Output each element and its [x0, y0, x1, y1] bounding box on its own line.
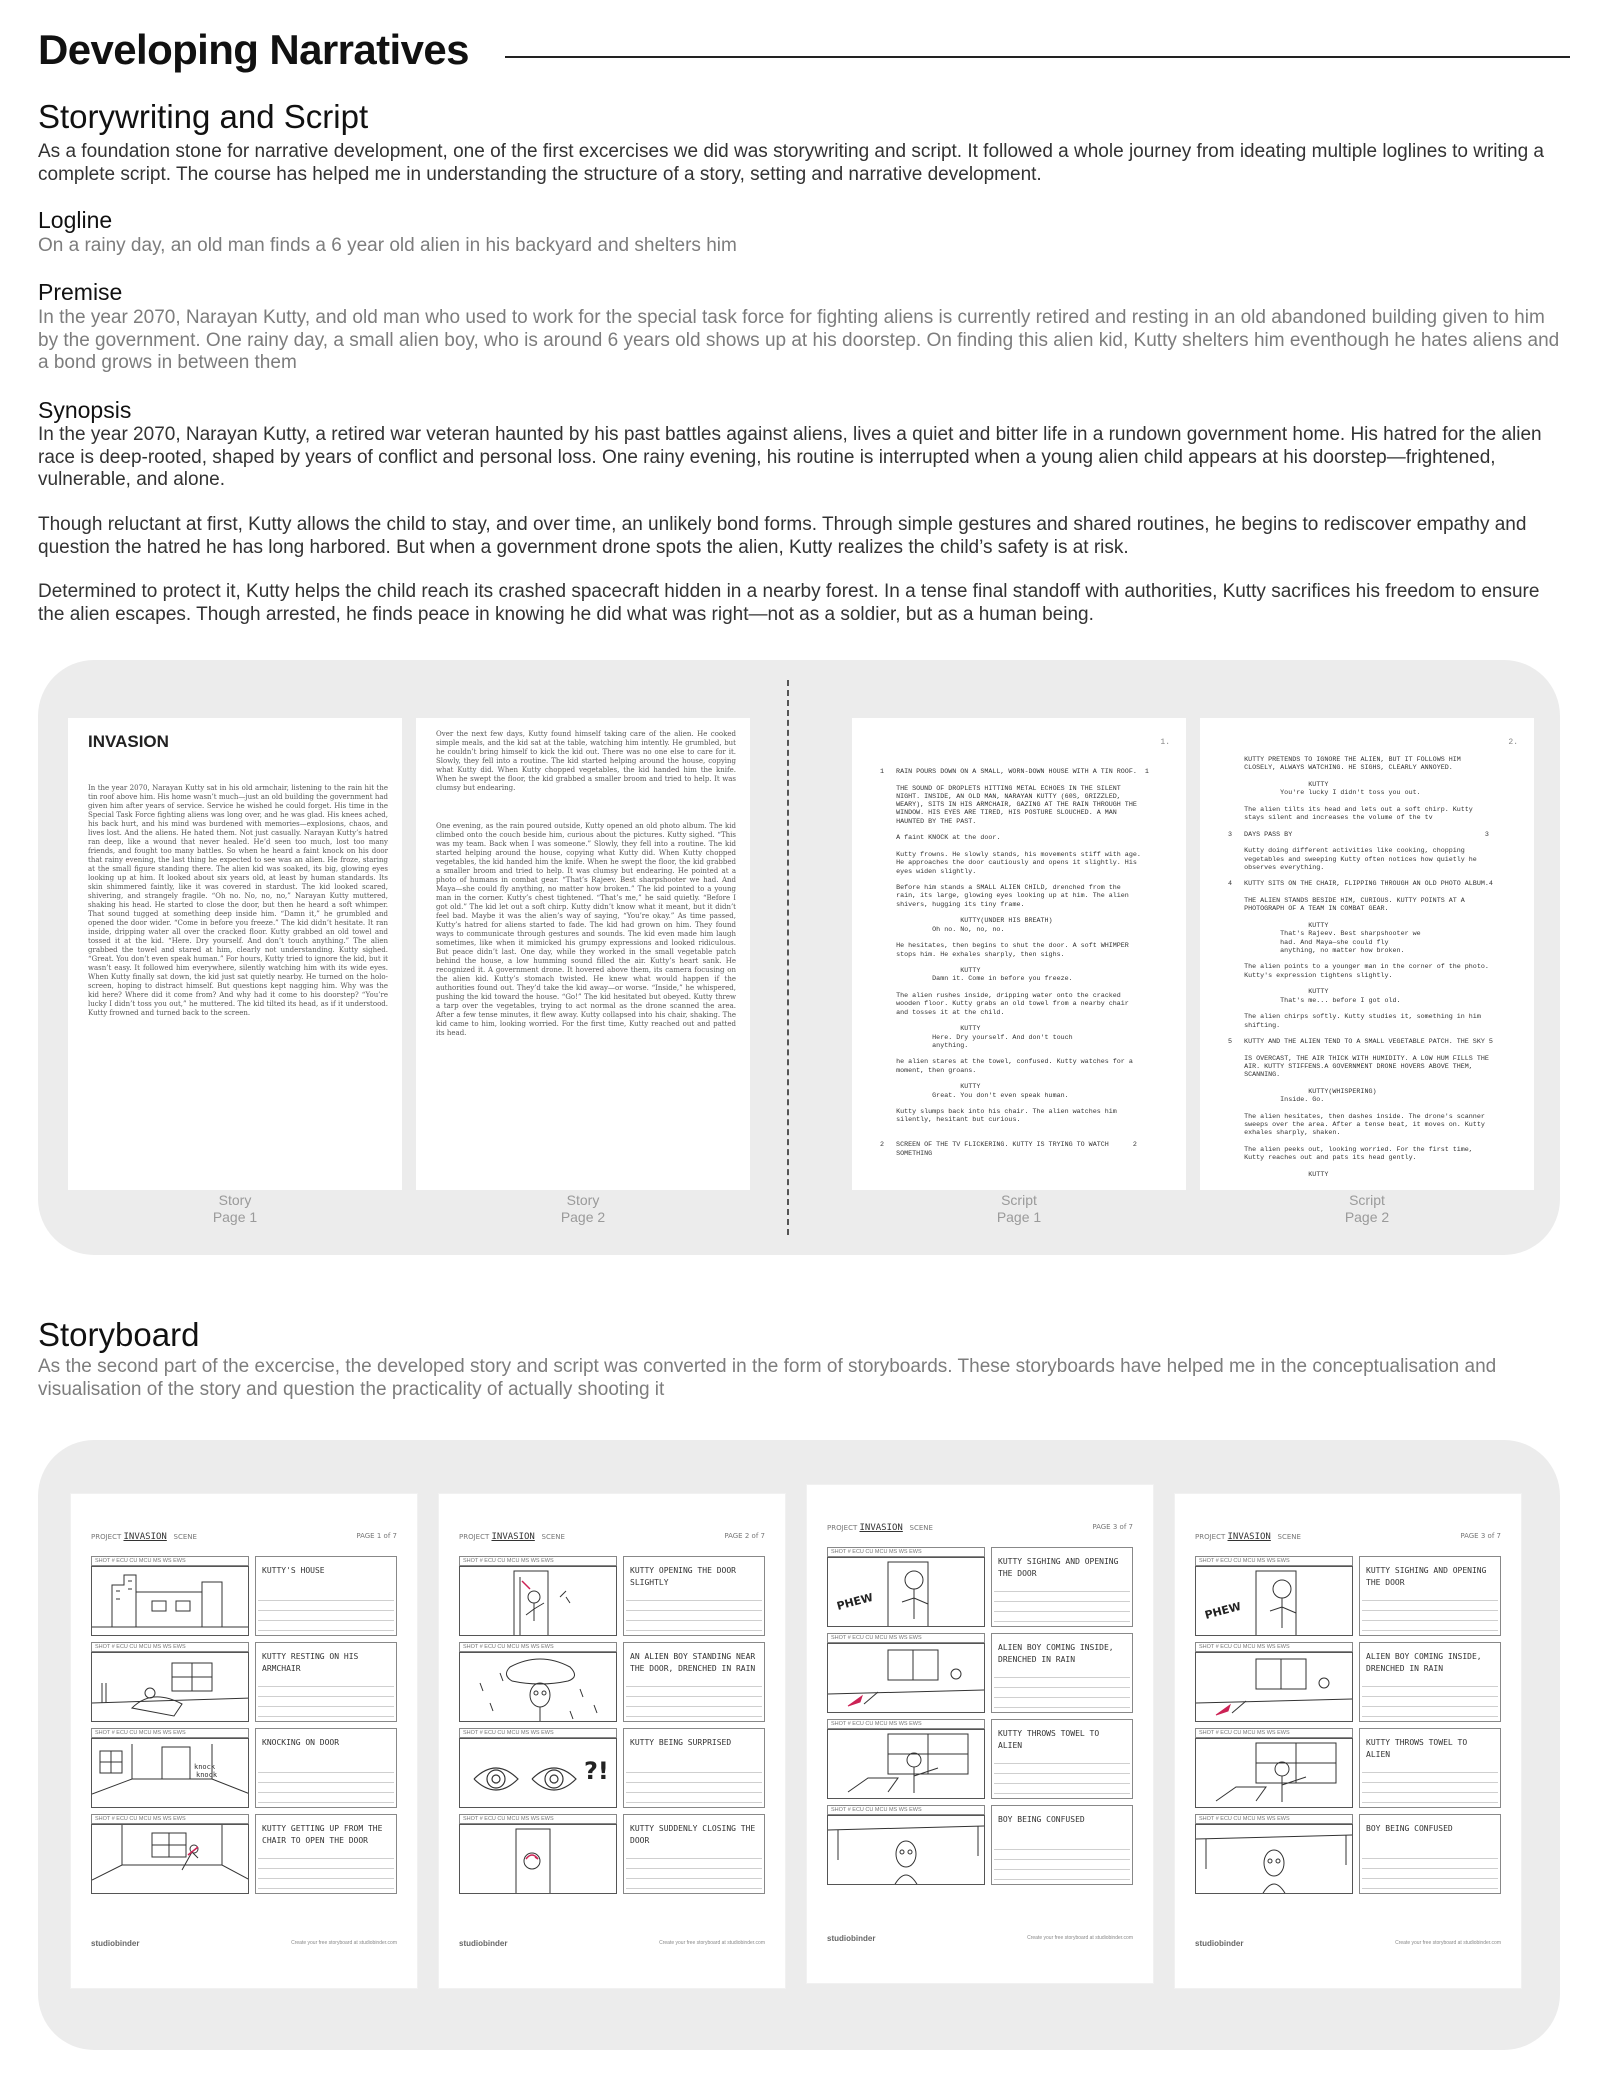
page-title: Developing Narratives	[38, 26, 469, 73]
svg-text:knock: knock	[194, 1763, 216, 1771]
caption-story-page-2: Story Page 2	[560, 1192, 606, 1225]
synopsis-paragraph-3: Determined to protect it, Kutty helps the child reach its crashed spacecraft hidden in a nearby forest. In a tense final standoff with authorities, Kutty sacrifices his freedom to ensure the alien escapes. Though arrested, he finds peace in knowing he did what was right—not as a soldier, but as a human being.	[38, 581, 1540, 625]
caption-story-page-1: Story Page 1	[212, 1192, 258, 1225]
story-page-1[interactable]	[68, 718, 402, 1190]
caption-script-page-2: Script Page 2	[1344, 1192, 1390, 1225]
storyboard-shot: SHOT # ECU CU MCU MS WS EWS KUTTY OPENING THE DOOR SLIGHTLY	[459, 1556, 765, 1636]
panel-divider	[787, 680, 789, 1235]
title-rule	[505, 56, 1570, 58]
shot-note: KUTTY SUDDENLY CLOSING THE DOOR	[630, 1824, 756, 1845]
synopsis-paragraph-1: In the year 2070, Narayan Kutty, a retired war veteran haunted by his past battles against aliens, lives a quiet and bitter life in a rundown government home. His hatred for the alien race is deep-rooted, shaped by years of conflict and personal loss. One rainy evening, his routine is interrupted when a young alien child appears at his doorstep—frightened, vulnerable, and alone.	[38, 424, 1542, 490]
storyboard-shot: SHOT # ECU CU MCU MS WS EWS ALIEN BOY COMING INSIDE, DRENCHED IN RAIN	[1195, 1642, 1501, 1722]
script-page-2-text: KUTTY PRETENDS TO IGNORE THE ALIEN, BUT IT FOLLOWS HIM CLOSELY, ALWAYS WATCHING. HE SIGHS, CLEARLY ANNOYED. KUTTY You're lucky I didn't toss you out. The alien tilts its head and lets out a soft chirp. Kutty stays silent and increases the volume of the tv 3 DAYS PASS BY 3 Kutty doing different activities like cooking, chopping vegetables and sweeping Kutty often notices how quietly he observes everything. 4 KUTTY SITS ON THE CHAIR, FLIPPING THROUGH AN OLD PHOTO ALBUM.4 THE ALIEN STANDS BESIDE HIM, CURIOUS. KUTTY POINTS AT A PHOTOGRAPH OF A TEAM IN COMBAT GEAR. KUTTY That's Rajeev. Best sharpshooter we had. And Maya—she could fly anything, no matter how broken. The alien points to a younger man in the corner of the photo. Kutty's expression tightens slightly. KUTTY That's me... before I got old. The alien chirps softly. Kutty studies it, something in him shifting. 5 KUTTY AND THE ALIEN TEND TO A SMALL VEGETABLE PATCH. THE SKY 5 IS OVERCAST, THE AIR THICK WITH HUMIDITY. A LOW HUM FILLS THE AIR. KUTTY STIFFENS.A GOVERNMENT DRONE HOVERS ABOVE THEM, SCANNING. KUTTY(WHISPERING) Inside. Go. The alien hesitates, then dashes inside. The drone's scanner sweeps over the area. After a tense beat, it moves on. Kutty exhales sharply, shaken. The alien peeks out, looking worried. For the first time, Kutty reaches out and pats its head gently. KUTTY	[1228, 756, 1493, 1179]
shot-note: KUTTY THROWS TOWEL TO ALIEN	[998, 1729, 1100, 1750]
shot-note: KUTTY OPENING THE DOOR SLIGHTLY	[630, 1566, 736, 1587]
premise-heading: Premise	[38, 279, 123, 305]
section-heading-storyboard: Storyboard	[38, 1316, 200, 1353]
storyboard-shot: SHOT # ECU CU MCU MS WS EWS ?! KUTTY BEING SURPRISED	[459, 1728, 765, 1808]
storyboard-footer: studiobinder Create your free storyboard at studiobinder.com	[827, 1934, 1133, 1943]
script-page-2[interactable]	[1200, 718, 1534, 1190]
storyboard-header: PROJECT INVASION SCENE PAGE 3 of 7	[827, 1523, 1133, 1533]
storyboard-page-4[interactable]	[1174, 1493, 1522, 1989]
story-page-2-text-b: One evening, as the rain poured outside, Kutty opened an old photo album. The kid climbed onto the couch beside him, curious about the pictures. Kutty sighed. “This was my team. Back when I was someone.” Slowly, they fell into a routine. The kid started helping around the house, copying what Kutty did. When Kutty chopped vegetables, the kid handed him the knife. When he swept the floor, the kid grabbed a smaller broom and tried to help. It was clumsy but endearing. He pointed at a photo of humans in combat gear. “That’s Rajeev. Best sharpshooter we had. And Maya—she could fly anything, no matter how broken.” The kid pointed to a young man in the corner. Kutty’s chest tightened. “That’s me,” he said quietly. “Before I got old.” The kid let out a soft chirp. Kutty didn’t know what it meant, but it didn’t feel bad. Maybe it was the alien’s way of saying, “You’re okay.” As time passed, Kutty’s hatred for aliens started to fade. The kid had grown on him. They found ways to communicate through gestures and sounds. The kid even made him laugh sometimes, like when it mimicked his grumpy expressions and looked ridiculous. But peace didn’t last. One day, while they worked in the small vegetable patch behind the house, a low humming sound filled the air. Kutty’s heart sank. He recognized it. A government drone. It hovered above them, its camera focusing on the alien kid. Kutty’s stomach twisted. He knew what would happen if the authorities found out. They’d take the kid away—or worse. “Inside,” he whispered, pushing the kid toward the house. “Go!” The kid hesitated but obeyed. Kutty threw a tarp over the vegetables, trying to act normal as the drone scanned the area. After a few tense minutes, it flew away. Kutty collapsed into his chair, shaking. The kid came to him, looking worried. For the first time, Kutty reached out and patted its head.	[436, 822, 736, 1037]
script-page-2-number: 2.	[1508, 738, 1518, 747]
storyboard-footer: studiobinder Create your free storyboard at studiobinder.com	[1195, 1939, 1501, 1948]
premise-text: In the year 2070, Narayan Kutty, and old man who used to work for the special task force for fighting aliens is currently retired and resting in an old abandoned building given to him by the government. One rainy day, a small alien boy, who is around 6 years old shows up at his doorstep. On finding this alien kid, Kutty shelters him eventhough he hates aliens and a bond grows in between them	[38, 307, 1560, 373]
svg-text:?!: ?!	[584, 1757, 609, 1785]
shot-note: KUTTY SIGHING AND OPENING THE DOOR	[1366, 1566, 1487, 1587]
shot-note: KNOCKING ON DOOR	[262, 1738, 340, 1747]
storyboard-shot: SHOT # ECU CU MCU MS WS EWS KUTTY SUDDENLY CLOSING THE DOOR	[459, 1814, 765, 1894]
storyboard-footer: studiobinder Create your free storyboard at studiobinder.com	[459, 1939, 765, 1948]
svg-text:PHEW: PHEW	[1203, 1599, 1243, 1622]
storyboard-shot: SHOT # ECU CU MCU MS WS EWS knock knock KNOCKING ON DOOR	[91, 1728, 397, 1808]
storyboard-header: PROJECT INVASION SCENE PAGE 1 of 7	[91, 1532, 397, 1542]
storyboard-shot: SHOT # ECU CU MCU MS WS EWS KUTTY'S HOUSE	[91, 1556, 397, 1636]
storyboard-page-3[interactable]	[806, 1484, 1154, 1984]
storyboard-shot: SHOT # ECU CU MCU MS WS EWS PHEW KUTTY SIGHING AND OPENING THE DOOR	[1195, 1556, 1501, 1636]
story-page-2-text-a: Over the next few days, Kutty found himself taking care of the alien. He cooked simple meals, and the kid sat at the table, watching him intently. He grumbled, but he couldn’t bring himself to kick the kid out. There was no one else to care for it. Slowly, they fell into a routine. The kid started helping around the house, copying what Kutty did. When Kutty chopped vegetables, the kid handed him the knife. When he swept the floor, the kid grabbed a smaller broom and tried to help. It was clumsy but endearing.	[436, 730, 736, 792]
storyboard-page-2[interactable]	[438, 1493, 786, 1989]
svg-text:knock: knock	[196, 1771, 218, 1779]
shot-note: KUTTY THROWS TOWEL TO ALIEN	[1366, 1738, 1468, 1759]
script-page-1-number: 1.	[1160, 738, 1170, 747]
storyboard-shot: SHOT # ECU CU MCU MS WS EWS KUTTY THROWS TOWEL TO ALIEN	[1195, 1728, 1501, 1808]
shot-note: AN ALIEN BOY STANDING NEAR THE DOOR, DRENCHED IN RAIN	[630, 1652, 756, 1673]
story-page-1-text: In the year 2070, Narayan Kutty sat in his old armchair, listening to the rain hit the tin roof above him. His home wasn’t much—just an old building the government had given him after years of service. Service he wished he could forget. His time in the Special Task Force fighting aliens was long over, and he was glad. His knees ached, his back hurt, and his mind was burdened with memories—explosions, chaos, and lives lost. And the aliens. He hated them. Not just casually. Narayan Kutty’s hatred ran deep, like a wound that never healed. He’d seen too much, lost too many friends, and fought too many battles. So when he heard a faint knock on his door that rainy evening, the last thing he expected to see was an alien. He froze, staring at the small figure standing there. The alien kid was soaked, its big, glowing eyes looking up at him. It looked about six years old, at least by human standards. Its skin shimmered faintly, like it was covered in stardust. The kid looked scared, shivering, and strangely fragile. “Oh no. No, no, no,” Narayan Kutty muttered, shaking his head. He started to close the door, but then he heard a soft whimper. That sound tugged at something deep inside him. “Damn it,” he grumbled and opened the door wider. “Come in before you freeze.” The kid didn’t hesitate. It ran inside, dripping water all over the cracked floor. Kutty grabbed an old towel and tossed it at the kid. “Here. Dry yourself. And don’t touch anything.” The alien grabbed the towel and stared at him, clearly not understanding. Kutty sighed. “Great. You don’t even speak human.” For hours, Kutty tried to ignore the kid, but it wasn’t easy. It followed him everywhere, silently watching him with its wide eyes. When Kutty finally sat down, the kid just sat quietly nearby. He turned on the holo-screen, hoping to distract himself. But questions kept nagging him. Why was the kid here? Where did it come from? And why had it come to his doorstep? “You’re lucky I didn’t toss you out,” he muttered. The kid tilted its head, as if it understood. Kutty frowned and turned back to the screen.	[88, 784, 388, 1017]
storyboard-shot: SHOT # ECU CU MCU MS WS EWS KUTTY RESTING ON HIS ARMCHAIR	[91, 1642, 397, 1722]
storyboard-shot: SHOT # ECU CU MCU MS WS EWS KUTTY THROWS TOWEL TO ALIEN	[827, 1719, 1133, 1799]
storyboard-shot: SHOT # ECU CU MCU MS WS EWS KUTTY GETTING UP FROM THE CHAIR TO OPEN THE DOOR	[91, 1814, 397, 1894]
storyboard-shot: SHOT # ECU CU MCU MS WS EWS BOY BEING CONFUSED	[827, 1805, 1133, 1885]
storyboard-intro: As the second part of the excercise, the developed story and script was converted in the form of storyboards. These storyboards have helped me in the conceptualisation and visualisation of the story and question the practicality of actually shooting it	[38, 1356, 1497, 1400]
story-page-2[interactable]	[416, 718, 750, 1190]
shot-note: KUTTY'S HOUSE	[262, 1566, 325, 1575]
storyboard-page-1[interactable]	[70, 1493, 418, 1989]
script-page-1[interactable]	[852, 718, 1186, 1190]
logline-heading: Logline	[38, 207, 113, 233]
storyboard-shot: SHOT # ECU CU MCU MS WS EWS BOY BEING CONFUSED	[1195, 1814, 1501, 1894]
story-title: INVASION	[88, 732, 169, 751]
storyboard-footer: studiobinder Create your free storyboard at studiobinder.com	[91, 1939, 397, 1948]
storyboard-header: PROJECT INVASION SCENE PAGE 3 of 7	[1195, 1532, 1501, 1542]
shot-note: BOY BEING CONFUSED	[1366, 1824, 1453, 1833]
storyboard-shot: SHOT # ECU CU MCU MS WS EWS AN ALIEN BOY STANDING NEAR THE DOOR, DRENCHED IN RAIN	[459, 1642, 765, 1722]
shot-note: KUTTY BEING SURPRISED	[630, 1738, 732, 1747]
storyboard-shot: SHOT # ECU CU MCU MS WS EWS ALIEN BOY COMING INSIDE, DRENCHED IN RAIN	[827, 1633, 1133, 1713]
logline-text: On a rainy day, an old man finds a 6 year old alien in his backyard and shelters him	[38, 235, 737, 256]
shot-note: BOY BEING CONFUSED	[998, 1815, 1085, 1824]
synopsis-paragraph-2: Though reluctant at first, Kutty allows the child to stay, and over time, an unlikely bond forms. Through simple gestures and shared routines, he begins to rediscover empathy and question the hatred he has long harbored. But when a government drone spots the alien, Kutty realizes the child’s safety is at risk.	[38, 514, 1527, 558]
script-page-1-text: 1 RAIN POURS DOWN ON A SMALL, WORN-DOWN HOUSE WITH A TIN ROOF. 1 THE SOUND OF DROPLETS HITTING METAL ECHOES IN THE SILENT NIGHT. INSIDE, AN OLD MAN, NARAYAN KUTTY (60S, GRIZZLED, WEARY), SITS IN HIS ARMCHAIR, GAZING AT THE RAIN THROUGH THE WINDOW. HIS EYES ARE TIRED, HIS POSTURE SLOUCHED. A MAN HAUNTED BY THE PAST. A faint KNOCK at the door. Kutty frowns. He slowly stands, his movements stiff with age. He approaches the door cautiously and opens it slightly. His eyes widen slightly. Before him stands a SMALL ALIEN CHILD, drenched from the rain, its large, glowing eyes looking up at him. The alien shivers, hugging its tiny frame. KUTTY(UNDER HIS BREATH) Oh no. No, no, no. He hesitates, then begins to shut the door. A soft WHIMPER stops him. He exhales sharply, then sighs. KUTTY Damn it. Come in before you freeze. The alien rushes inside, dripping water onto the cracked wooden floor. Kutty grabs an old towel from a nearby chair and tosses it at the child. KUTTY Here. Dry yourself. And don't touch anything. he alien stares at the towel, confused. Kutty watches for a moment, then groans. KUTTY Great. You don't even speak human. Kutty slumps back into his chair. The alien watches him silently, hesitant but curious. 2 SCREEN OF THE TV FLICKERING. KUTTY IS TRYING TO WATCH 2 SOMETHING	[880, 768, 1149, 1158]
story-intro: As a foundation stone for narrative development, one of the first excercises we did was storywriting and script. It followed a whole journey from ideating multiple loglines to writing a complete script. The course has helped me in understanding the structure of a story, setting and narrative development.	[38, 141, 1544, 185]
synopsis-heading: Synopsis	[38, 397, 132, 423]
shot-note: ALIEN BOY COMING INSIDE, DRENCHED IN RAIN	[998, 1643, 1114, 1664]
shot-note: ALIEN BOY COMING INSIDE, DRENCHED IN RAIN	[1366, 1652, 1482, 1673]
storyboard-header: PROJECT INVASION SCENE PAGE 2 of 7	[459, 1532, 765, 1542]
shot-note: KUTTY RESTING ON HIS ARMCHAIR	[262, 1652, 359, 1673]
caption-script-page-1: Script Page 1	[996, 1192, 1042, 1225]
svg-text:PHEW: PHEW	[835, 1590, 875, 1613]
storyboard-shot: SHOT # ECU CU MCU MS WS EWS PHEW KUTTY SIGHING AND OPENING THE DOOR	[827, 1547, 1133, 1627]
shot-note: KUTTY SIGHING AND OPENING THE DOOR	[998, 1557, 1119, 1578]
section-heading-story: Storywriting and Script	[38, 98, 369, 135]
shot-note: KUTTY GETTING UP FROM THE CHAIR TO OPEN THE DOOR	[262, 1824, 383, 1845]
